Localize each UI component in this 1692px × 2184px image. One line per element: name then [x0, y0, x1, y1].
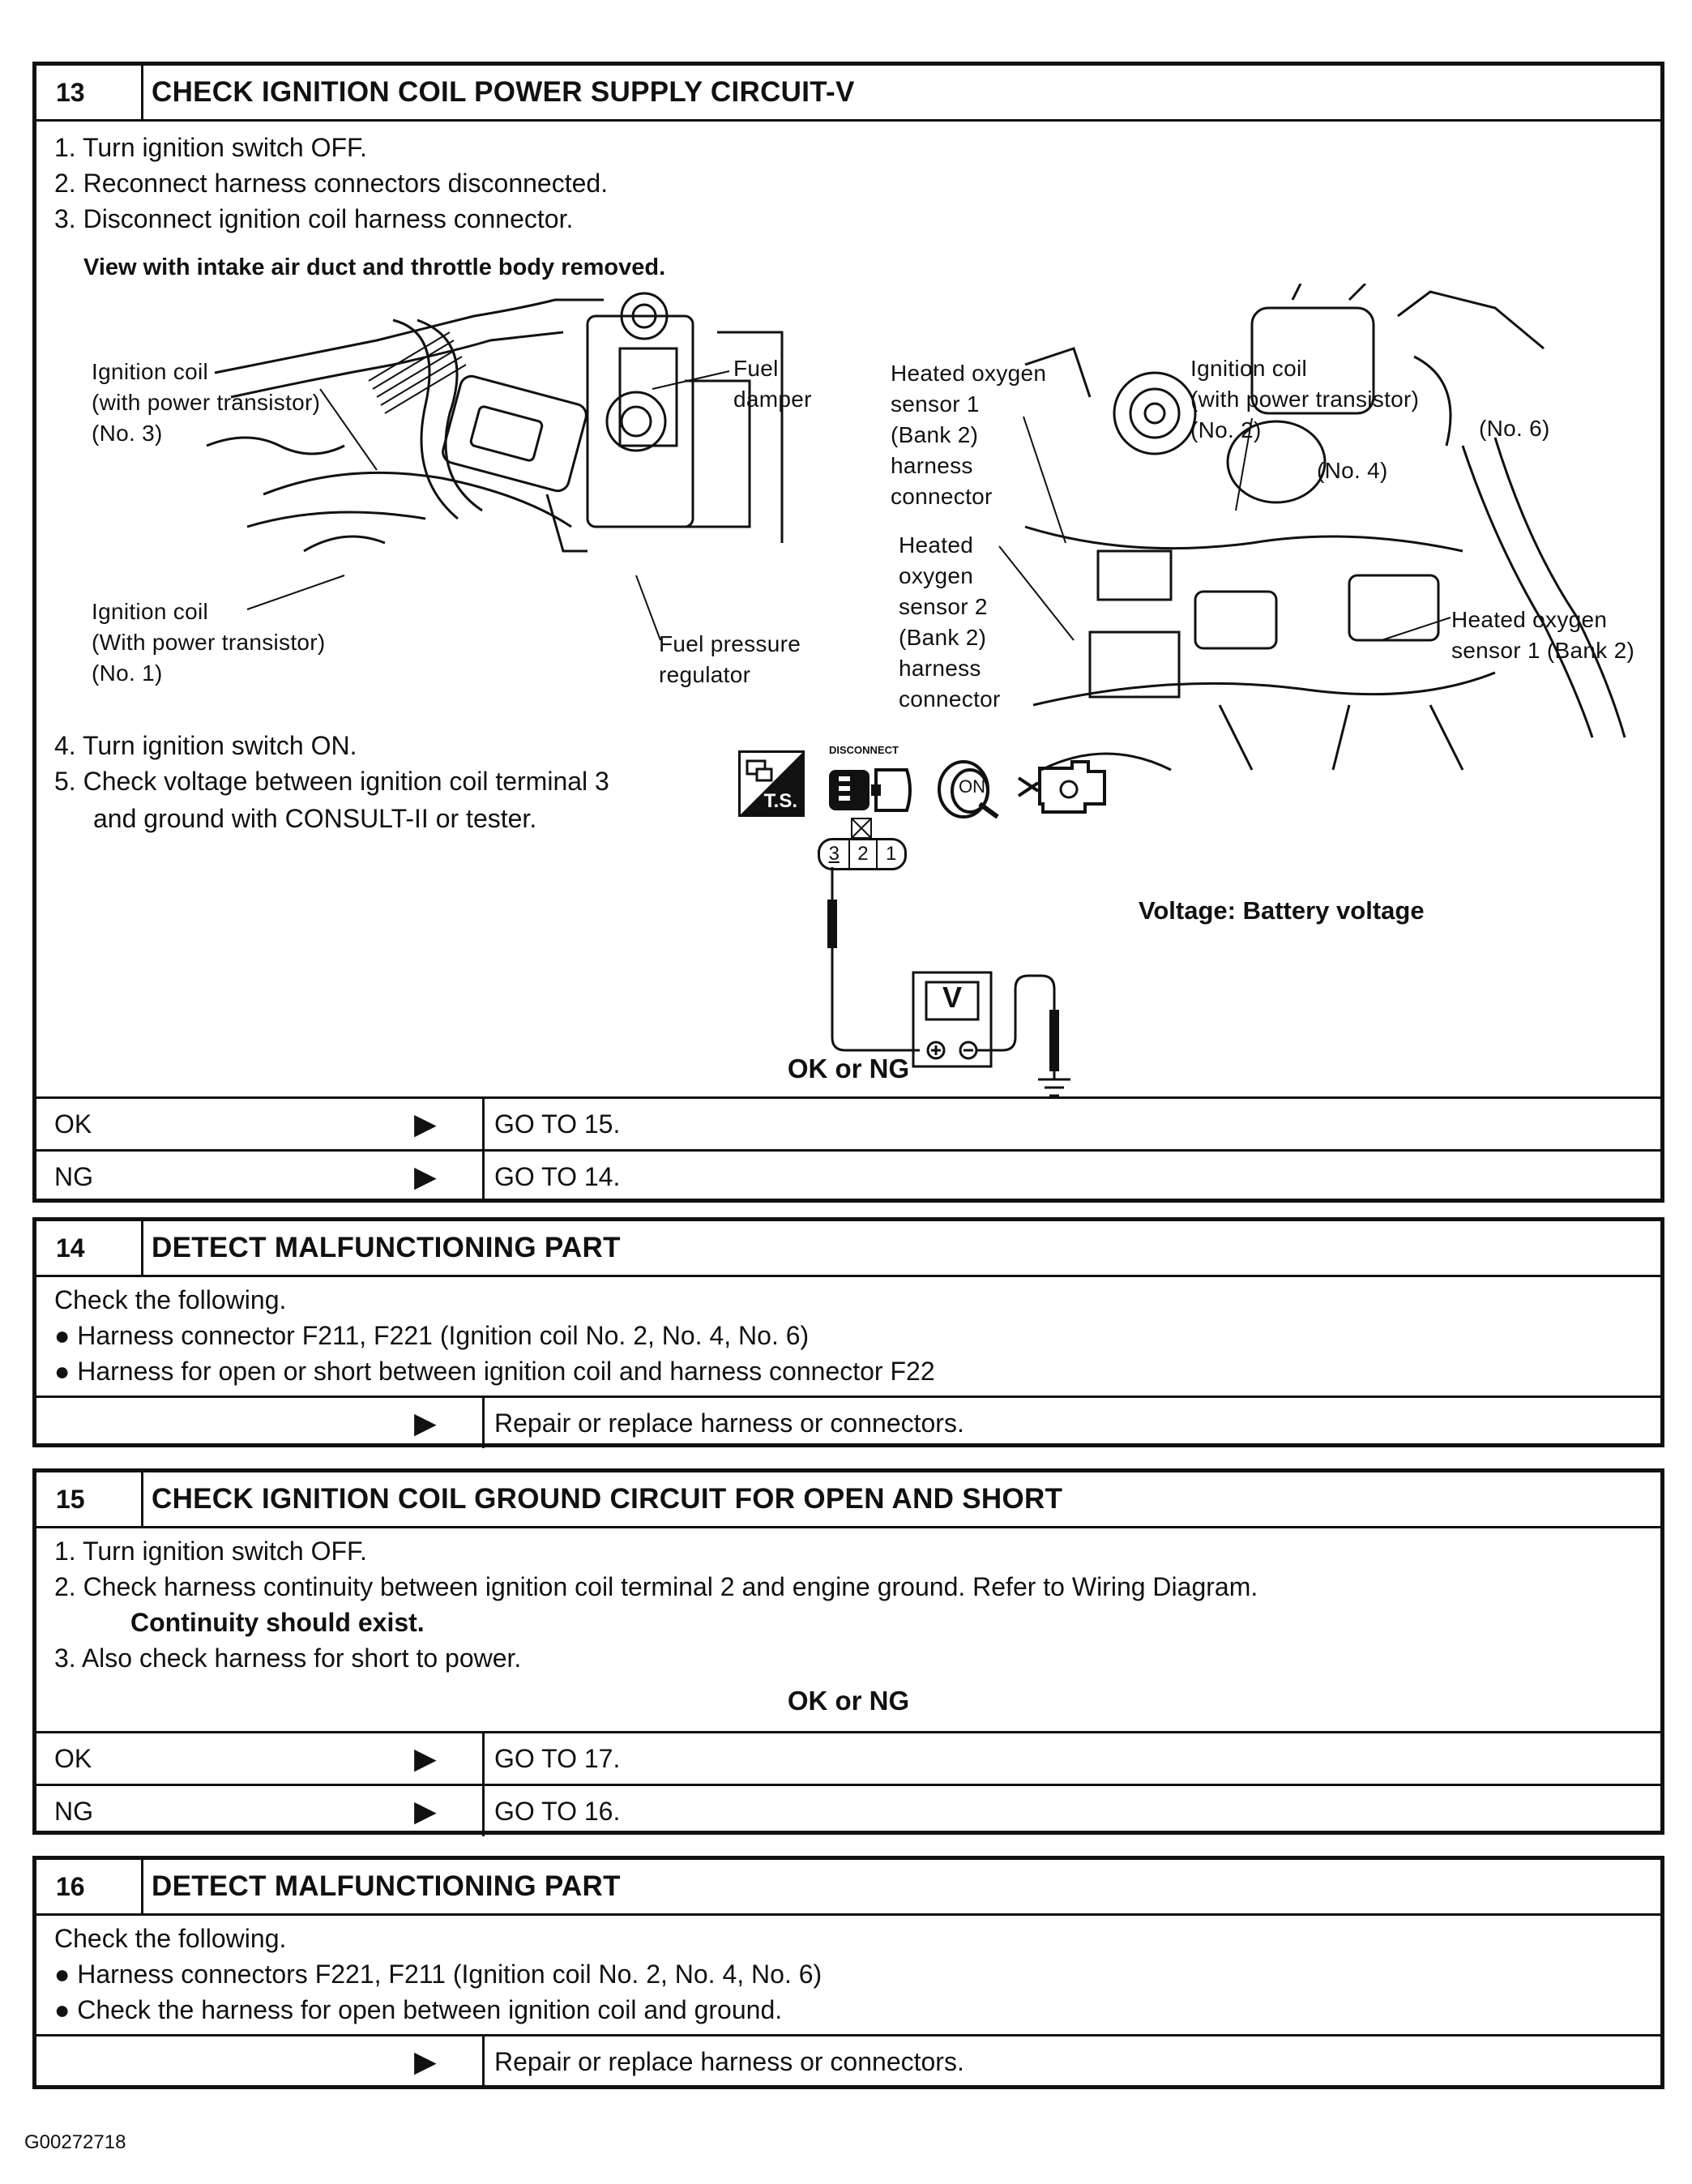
step-14-header — [36, 1221, 1660, 1277]
step-title: DETECT MALFUNCTIONING PART — [152, 1232, 621, 1263]
step-number: 14 — [36, 1221, 143, 1275]
instruction-3: 3. Disconnect ignition coil harness connector. — [54, 204, 574, 233]
step-title: DETECT MALFUNCTIONING PART — [152, 1870, 621, 1902]
instruction-5-cont: and ground with CONSULT-II or tester. — [93, 804, 537, 833]
label-no6: (No. 6) — [1479, 416, 1550, 441]
voltage-spec: Voltage: Battery voltage — [1139, 896, 1425, 925]
connector-pin-2 — [850, 840, 878, 868]
label-no4: (No. 4) — [1317, 458, 1388, 483]
step-number: 15 — [36, 1472, 143, 1526]
voltmeter-label: V — [942, 981, 962, 1014]
arrow-icon: ▶ — [414, 2045, 437, 2078]
label-ignition-coil-no2: Ignition coil (with power transistor) (No. 2) — [1190, 356, 1420, 442]
instruction-5: 5. Check voltage between ignition coil terminal 3 — [54, 767, 609, 796]
check-bullet-1: ● Harness connectors F221, F211 (Ignition coil No. 2, No. 4, No. 6) — [54, 1960, 822, 1989]
check-bullet-2: ● Check the harness for open between ignition coil and ground. — [54, 1995, 783, 2024]
label-ignition-coil-no3: Ignition coil (with power transistor) (No. 3) — [92, 359, 321, 446]
disconnect-icon — [826, 762, 915, 818]
result-row — [36, 2034, 1660, 2087]
step-16-body — [36, 1916, 1660, 2034]
result-condition: OK — [54, 1109, 92, 1139]
engine-icon — [1015, 754, 1113, 818]
check-bullet-1: ● Harness connector F211, F221 (Ignition coil No. 2, No. 4, No. 6) — [54, 1321, 810, 1350]
disconnect-label: DISCONNECT — [829, 744, 899, 756]
step-13-header — [36, 66, 1660, 122]
connector-diagram — [818, 838, 907, 870]
result-condition: NG — [54, 1161, 93, 1191]
figure-caption: View with intake air duct and throttle body removed. — [83, 254, 666, 280]
check-intro: Check the following. — [54, 1924, 287, 1953]
pin-label: 2 — [857, 843, 869, 865]
step-14-body — [36, 1277, 1660, 1395]
arrow-icon: ▶ — [414, 1160, 437, 1193]
result-action: GO TO 16. — [482, 1786, 620, 1836]
pin-label: 1 — [885, 843, 897, 865]
result-row-ok — [36, 1096, 1660, 1149]
label-fuel-pressure-regulator: Fuel pressure regulator — [659, 631, 801, 687]
instruction-4: 4. Turn ignition switch ON. — [54, 731, 357, 760]
result-row-ng — [36, 1149, 1660, 1202]
connector-pin-3 — [820, 840, 850, 868]
check-bullet-2: ● Harness for open or short between ignition coil and harness connector F22 — [54, 1357, 935, 1386]
step-14-box — [32, 1217, 1664, 1447]
result-row — [36, 1395, 1660, 1448]
result-action: Repair or replace harness or connectors. — [482, 2037, 964, 2087]
label-ignition-coil-no1: Ignition coil (With power transistor) (No. 1) — [92, 599, 326, 686]
step-title: CHECK IGNITION COIL GROUND CIRCUIT FOR OPEN AND SHORT — [152, 1483, 1063, 1515]
label-ho2s1-bank2: Heated oxygen sensor 1 (Bank 2) — [1451, 607, 1635, 663]
ts-icon — [738, 750, 805, 817]
right-leader-lines — [36, 122, 1665, 770]
step-number: 13 — [36, 66, 143, 119]
instruction-1: 1. Turn ignition switch OFF. — [54, 133, 367, 162]
instruction-2: 2. Check harness continuity between ignition coil terminal 2 and engine ground. Refer to Wiring Diagram. — [54, 1572, 1258, 1601]
instruction-2: 2. Reconnect harness connectors disconnected. — [54, 169, 609, 198]
step-13-box — [32, 62, 1664, 1203]
continuity-spec: Continuity should exist. — [130, 1608, 425, 1637]
check-intro: Check the following. — [54, 1285, 287, 1314]
ok-or-ng: OK or NG — [787, 1686, 910, 1716]
label-ho2s1-harness-connector: Heated oxygen sensor 1 (Bank 2) harness connector — [891, 361, 1047, 509]
pin-label: 3 — [828, 843, 840, 865]
result-action: Repair or replace harness or connectors. — [482, 1398, 964, 1448]
step-16-header — [36, 1860, 1660, 1916]
label-ho2s2-harness-connector: Heated oxygen sensor 2 (Bank 2) harness connector — [899, 532, 1001, 712]
step-15-header — [36, 1472, 1660, 1528]
on-label: ON — [959, 776, 985, 797]
step-number: 16 — [36, 1860, 143, 1913]
result-condition: OK — [54, 1743, 92, 1773]
result-action: GO TO 17. — [482, 1733, 620, 1784]
arrow-icon: ▶ — [414, 1107, 437, 1140]
arrow-icon: ▶ — [414, 1794, 437, 1827]
instruction-1: 1. Turn ignition switch OFF. — [54, 1536, 367, 1566]
ts-label: T.S. — [763, 790, 797, 812]
step-15-body — [36, 1528, 1660, 1731]
step-title: CHECK IGNITION COIL POWER SUPPLY CIRCUIT-V — [152, 76, 855, 108]
ok-or-ng: OK or NG — [787, 1054, 910, 1083]
result-condition: NG — [54, 1796, 93, 1826]
result-row-ok — [36, 1731, 1660, 1784]
step-13-body — [36, 122, 1660, 1096]
result-action: GO TO 15. — [482, 1099, 620, 1149]
connector-lock-icon — [850, 817, 873, 840]
arrow-icon: ▶ — [414, 1742, 437, 1775]
step-16-box — [32, 1856, 1664, 2089]
connector-pin-1 — [878, 840, 904, 868]
arrow-icon: ▶ — [414, 1406, 437, 1439]
instruction-3: 3. Also check harness for short to power. — [54, 1643, 522, 1673]
result-action: GO TO 14. — [482, 1152, 620, 1202]
step-15-box — [32, 1468, 1664, 1835]
document-code: G00272718 — [24, 2131, 126, 2153]
label-fuel-damper: Fuel damper — [733, 356, 812, 412]
result-row-ng — [36, 1784, 1660, 1836]
